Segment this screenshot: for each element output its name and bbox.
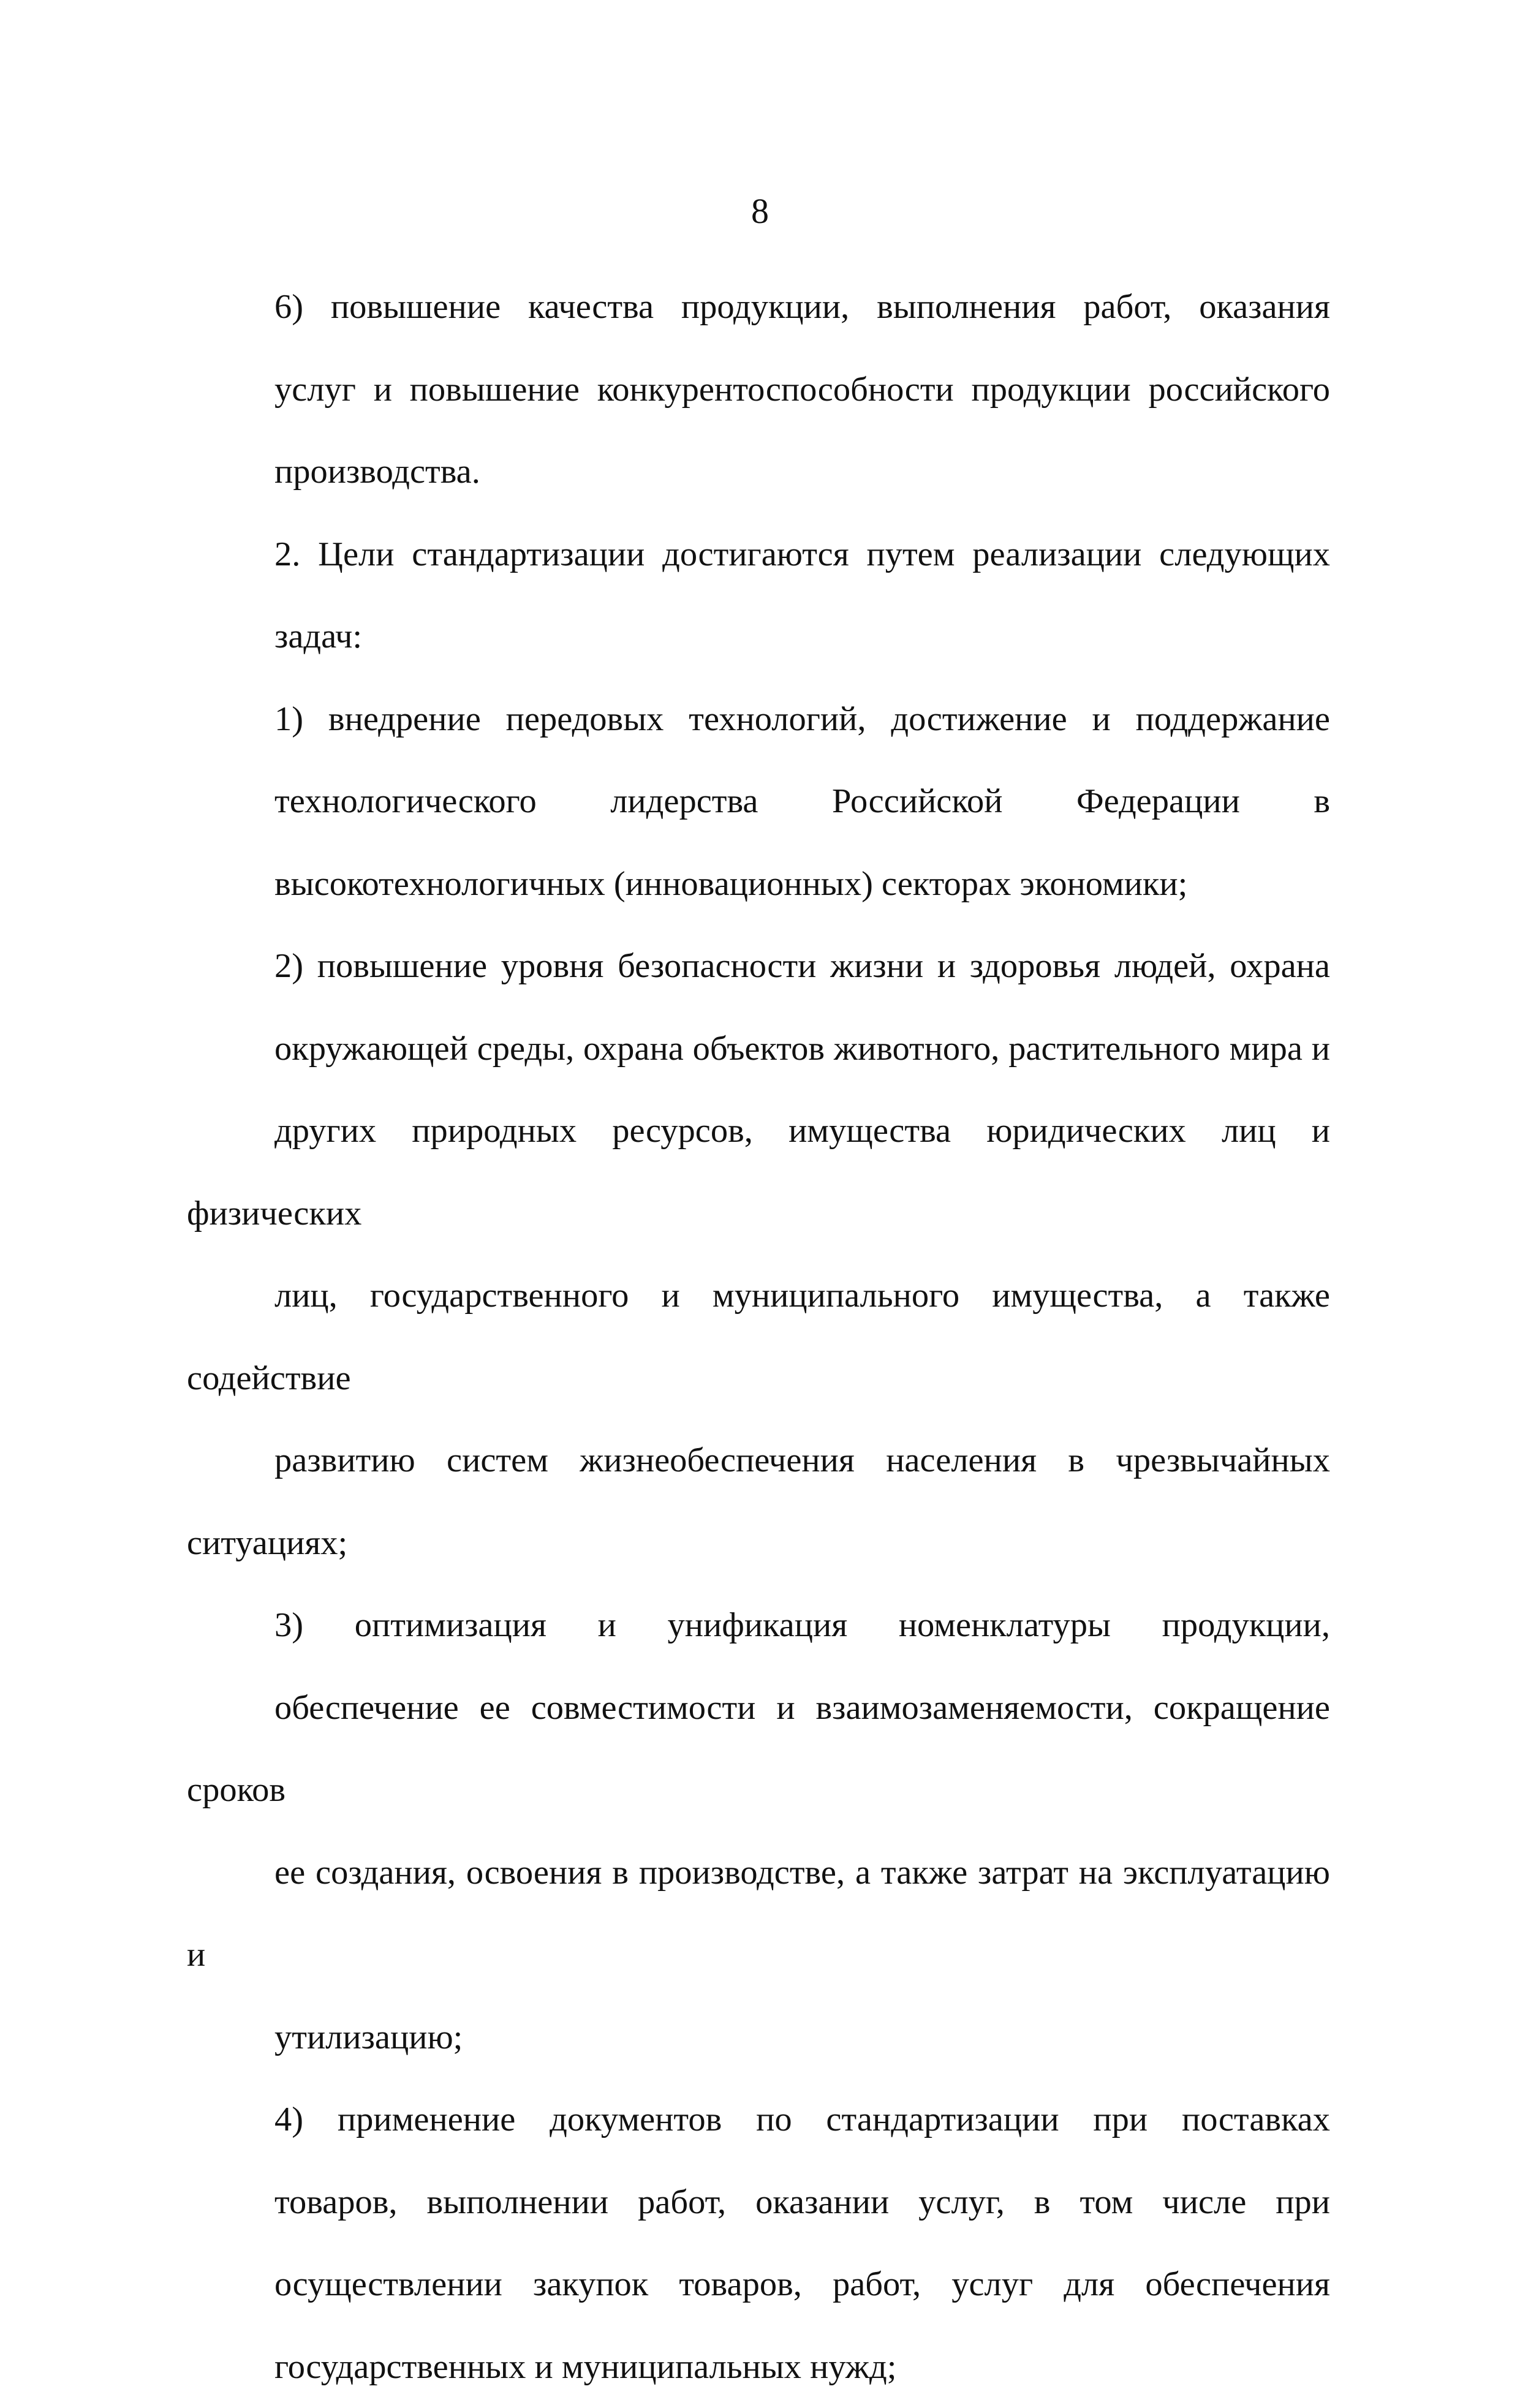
text-line: 2) повышение уровня безопасности жизни и здоровья людей, охрана xyxy=(187,925,1330,1008)
text-line: развитию систем жизнеобеспечения населения в чрезвычайных ситуациях; xyxy=(187,1419,1330,1584)
text-line: высокотехнологичных (инновационных) секторах экономики; xyxy=(187,843,1330,926)
text-line: обеспечение ее совместимости и взаимозаменяемости, сокращение сроков xyxy=(187,1667,1330,1832)
page-number: 8 xyxy=(0,187,1520,236)
text-line: лиц, государственного и муниципального имущества, а также содействие xyxy=(187,1255,1330,1419)
text-line: 2. Цели стандартизации достигаются путем реализации следующих xyxy=(187,513,1330,596)
text-line: окружающей среды, охрана объектов животного, растительного мира и xyxy=(187,1008,1330,1090)
text-line: технологического лидерства Российской Федерации в xyxy=(187,760,1330,843)
text-line: осуществлении закупок товаров, работ, услуг для обеспечения xyxy=(187,2243,1330,2326)
paragraph-item-6 xyxy=(187,266,1330,513)
text-line: 1) внедрение передовых технологий, достижение и поддержание xyxy=(187,678,1330,761)
text-line: ее создания, освоения в производстве, а также затрат на эксплуатацию и xyxy=(187,1832,1330,1996)
document-body xyxy=(187,266,1330,2408)
text-line: товаров, выполнении работ, оказании услуг, в том числе при xyxy=(187,2161,1330,2244)
text-line: утилизацию; xyxy=(187,1996,1330,2079)
text-line: услуг и повышение конкурентоспособности продукции российского xyxy=(187,349,1330,431)
paragraph-item-4 xyxy=(187,2078,1330,2408)
paragraph-item-2 xyxy=(187,925,1330,1584)
paragraph-item-3 xyxy=(187,1584,1330,2078)
paragraph-section-2 xyxy=(187,513,1330,678)
text-line: 6) повышение качества продукции, выполнения работ, оказания xyxy=(187,266,1330,349)
text-line: государственных и муниципальных нужд; xyxy=(187,2326,1330,2408)
text-line: других природных ресурсов, имущества юридических лиц и физических xyxy=(187,1090,1330,1255)
paragraph-item-1 xyxy=(187,678,1330,926)
text-line: производства. xyxy=(187,431,1330,513)
text-line: задач: xyxy=(187,595,1330,678)
text-line: 4) применение документов по стандартизации при поставках xyxy=(187,2078,1330,2161)
text-line: 3) оптимизация и унификация номенклатуры продукции, xyxy=(187,1584,1330,1667)
